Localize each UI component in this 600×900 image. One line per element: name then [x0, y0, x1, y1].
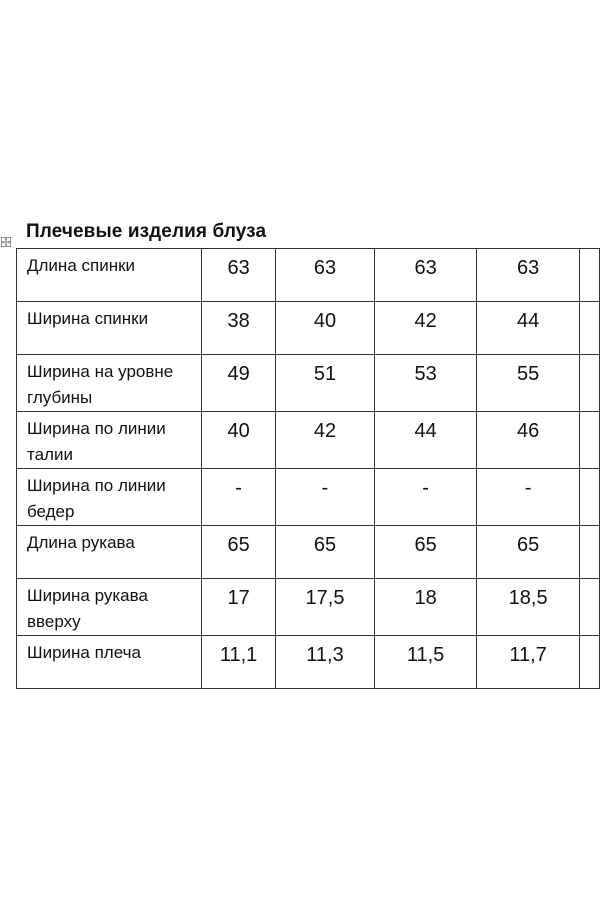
table-cell: 11,7: [476, 636, 580, 689]
table-cell: [580, 249, 600, 302]
table-row: [17, 469, 600, 526]
table-cell: 42: [375, 302, 477, 355]
table-row: [17, 412, 600, 469]
row-label: Длина спинки: [17, 249, 202, 302]
row-label: Ширина спинки: [17, 302, 202, 355]
table-cell: 42: [275, 412, 375, 469]
table-cell: [580, 355, 600, 412]
table-cell: 65: [275, 526, 375, 579]
table-cell: 65: [476, 526, 580, 579]
table-cell: -: [476, 469, 580, 526]
table-cell: 38: [202, 302, 275, 355]
row-label: Ширина рукава вверху: [17, 579, 202, 636]
table-row: [17, 249, 600, 302]
table-cell: -: [275, 469, 375, 526]
table-cell: [580, 636, 600, 689]
table-cell: 63: [275, 249, 375, 302]
table-cell: 65: [375, 526, 477, 579]
table-cell: 53: [375, 355, 477, 412]
table-row: [17, 302, 600, 355]
table-cell: 17: [202, 579, 275, 636]
row-label: Ширина плеча: [17, 636, 202, 689]
table-cell: [580, 302, 600, 355]
row-label: Ширина по линии бедер: [17, 469, 202, 526]
row-label: Ширина по линии талии: [17, 412, 202, 469]
table-cell: [580, 469, 600, 526]
size-table: [16, 248, 600, 689]
table-move-handle-icon[interactable]: [1, 237, 11, 247]
table-cell: 46: [476, 412, 580, 469]
table-cell: 63: [375, 249, 477, 302]
table-row: [17, 355, 600, 412]
table-cell: 17,5: [275, 579, 375, 636]
table-cell: 49: [202, 355, 275, 412]
table-cell: 65: [202, 526, 275, 579]
table-cell: -: [202, 469, 275, 526]
table-row: [17, 636, 600, 689]
table-cell: 51: [275, 355, 375, 412]
table-cell: 63: [476, 249, 580, 302]
row-label: Длина рукава: [17, 526, 202, 579]
table-cell: 11,5: [375, 636, 477, 689]
table-cell: 40: [275, 302, 375, 355]
table-cell: 55: [476, 355, 580, 412]
table-row: [17, 579, 600, 636]
table-cell: 44: [375, 412, 477, 469]
table-row: [17, 526, 600, 579]
table-cell: 40: [202, 412, 275, 469]
table-cell: -: [375, 469, 477, 526]
row-label: Ширина на уровне глубины: [17, 355, 202, 412]
table-cell: 18,5: [476, 579, 580, 636]
move-cross-icon: [2, 238, 10, 246]
document-title: Плечевые изделия блуза: [26, 221, 267, 242]
table-cell: 11,3: [275, 636, 375, 689]
table-cell: [580, 526, 600, 579]
table-cell: 18: [375, 579, 477, 636]
table-cell: [580, 579, 600, 636]
table-cell: 44: [476, 302, 580, 355]
table-cell: [580, 412, 600, 469]
table-cell: 63: [202, 249, 275, 302]
table-cell: 11,1: [202, 636, 275, 689]
